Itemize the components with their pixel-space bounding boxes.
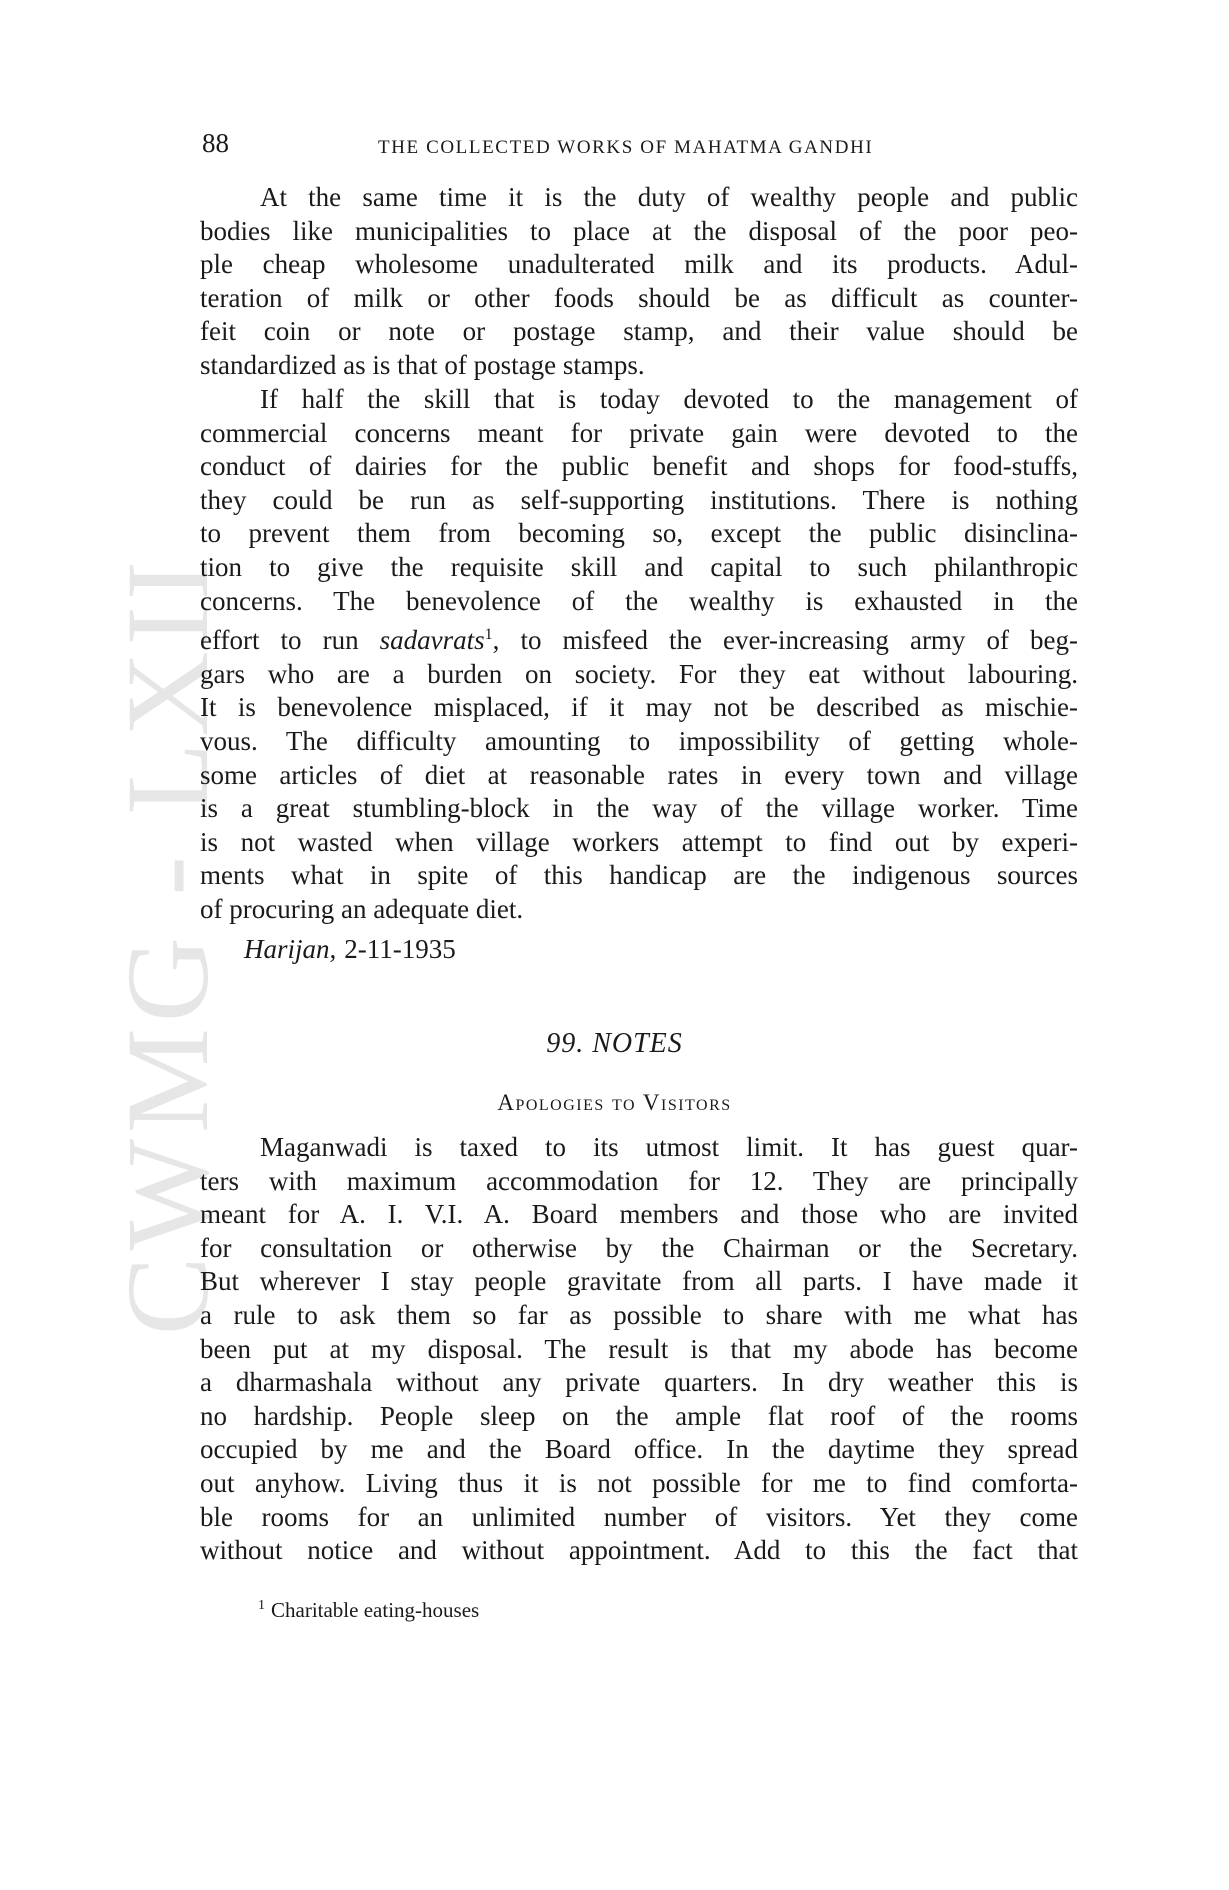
section-subtitle: Apologies to Visitors xyxy=(497,1090,732,1115)
source-citation xyxy=(244,934,456,965)
text-line: ple cheap wholesome unadulterated milk and its products. Adul- xyxy=(200,249,1078,280)
text-line: without notice and without appointment. Add to this the fact that xyxy=(200,1535,1078,1566)
text-line: meant for A. I. V.I. A. Board members and those who are invited xyxy=(200,1199,1078,1230)
publication: Harijan, xyxy=(244,934,337,964)
text-line: effort to run sadavrats$^1$, to misfeed the ever-increasing army of beg- xyxy=(200,625,1079,656)
text-line: If half the skill that is today devoted to the management of xyxy=(260,384,1078,414)
text-line: to prevent them from becoming so, except the public disinclina- xyxy=(200,518,1078,549)
text-line: commercial concerns meant for private gain were devoted to the xyxy=(200,417,1078,448)
text-line: no hardship. People sleep on the ample flat roof of the rooms xyxy=(200,1400,1078,1431)
text-line: concerns. The benevolence of the wealthy is exhausted in the xyxy=(200,585,1078,616)
running-head: THE COLLECTED WORKS OF MAHATMA GANDHI xyxy=(378,137,874,158)
text-line: they could be run as self-supporting institutions. There is nothing xyxy=(200,484,1078,515)
text-line: teration of milk or other foods should be as difficult as counter- xyxy=(200,282,1078,313)
footnote-text: Charitable eating-houses xyxy=(271,1598,480,1622)
text-line: Maganwadi is taxed to its utmost limit. It has guest quar- xyxy=(260,1132,1078,1162)
text-line: out anyhow. Living thus it is not possible for me to find comforta- xyxy=(200,1467,1078,1498)
text-line: But wherever I stay people gravitate from all parts. I have made it xyxy=(200,1266,1078,1297)
paragraph-1 xyxy=(200,181,1078,383)
text-line: been put at my disposal. The result is that my abode has become xyxy=(200,1333,1078,1364)
watermark-text: CWMG - LXII xyxy=(102,554,233,1336)
text-line: ters with maximum accommodation for 12. They are principally xyxy=(200,1165,1078,1196)
text-line: some articles of diet at reasonable rates in every town and village xyxy=(200,759,1078,790)
text-line: feit coin or note or postage stamp, and their value should be xyxy=(200,316,1078,347)
text-line: of procuring an adequate diet. xyxy=(200,893,524,924)
text-line: At the same time it is the duty of wealthy people and public xyxy=(260,182,1078,212)
text-line: a rule to ask them so far as possible to share with me what has xyxy=(200,1299,1078,1330)
text-line: vous. The difficulty amounting to impossibility of getting whole- xyxy=(200,725,1078,756)
text-line: gars who are a burden on society. For they eat without labouring. xyxy=(200,658,1078,689)
paragraph-3 xyxy=(200,1131,1078,1568)
text-line: standardized as is that of postage stamps. xyxy=(200,349,645,380)
text-line: for consultation or otherwise by the Chairman or the Secretary. xyxy=(200,1232,1078,1263)
section-title: 99. NOTES xyxy=(546,1028,683,1059)
text-line: is not wasted when village workers attempt to find out by experi- xyxy=(200,826,1078,857)
footnote-mark: 1 xyxy=(258,1598,265,1613)
text-line: a dharmashala without any private quarters. In dry weather this is xyxy=(200,1367,1078,1398)
text-line: is a great stumbling-block in the way of the village worker. Time xyxy=(200,793,1078,824)
paragraph-2 xyxy=(200,383,1078,927)
text-line: occupied by me and the Board office. In the daytime they spread xyxy=(200,1434,1078,1465)
page-number: 88 xyxy=(202,128,229,158)
text-line: ble rooms for an unlimited number of visitors. Yet they come xyxy=(200,1501,1078,1532)
text-line: conduct of dairies for the public benefit and shops for food-stuffs, xyxy=(200,451,1078,482)
text-line: tion to give the requisite skill and capital to such philanthropic xyxy=(200,551,1078,582)
footnote xyxy=(258,1598,479,1623)
text-line: bodies like municipalities to place at the disposal of the poor peo- xyxy=(200,215,1078,246)
text-line: ments what in spite of this handicap are the indigenous sources xyxy=(200,860,1078,891)
text-line: It is benevolence misplaced, if it may not be described as mischie- xyxy=(200,692,1078,723)
date: 2-11-1935 xyxy=(344,934,456,964)
